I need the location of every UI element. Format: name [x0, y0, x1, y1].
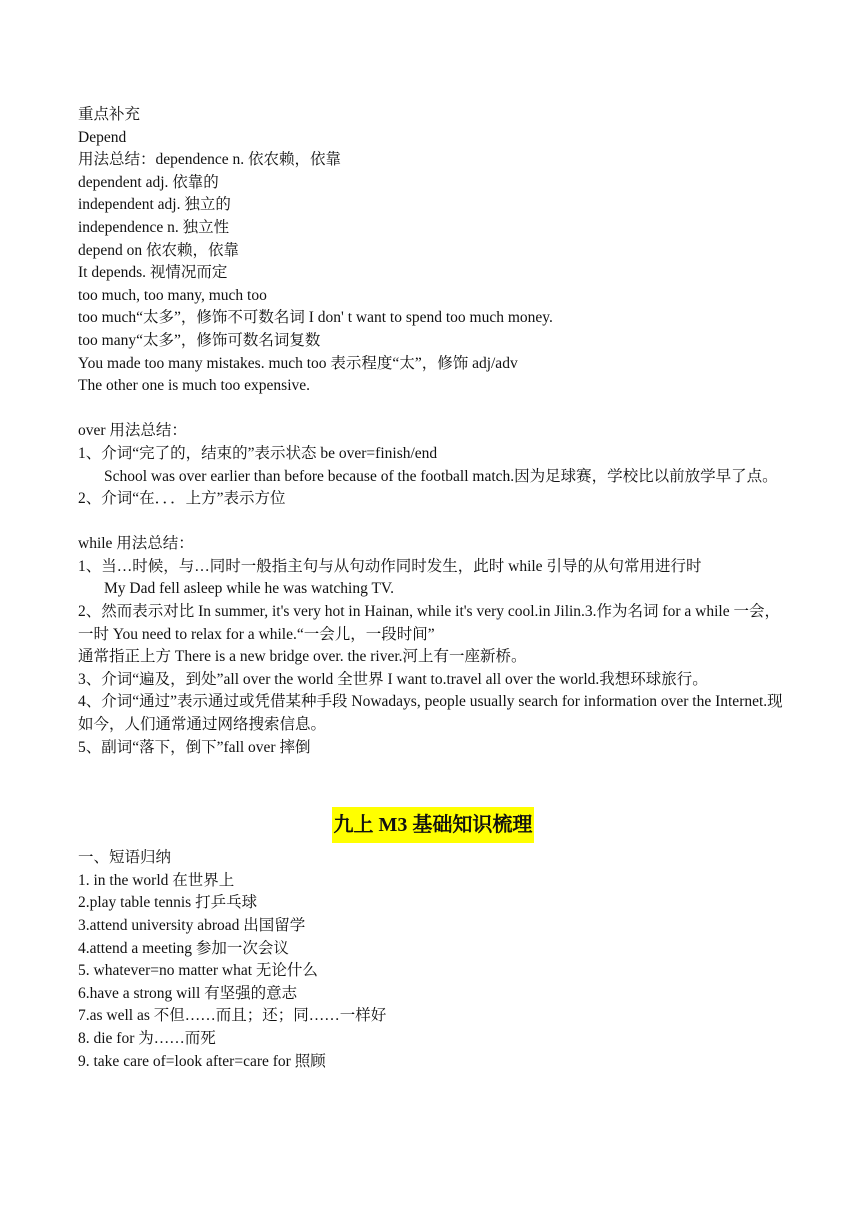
text-line: Depend: [78, 128, 127, 146]
list-item: 8. die for 为……而死: [78, 1029, 216, 1047]
list-item: 7.as well as 不但……而且；还；同……一样好: [78, 1007, 387, 1025]
list-item: 5、副词“落下，倒下”fall over 摔倒: [78, 738, 311, 756]
text-line: depend on 依农赖，依靠: [78, 241, 240, 259]
list-item: 2、介词“在．．．上方”表示方位: [78, 490, 286, 508]
title-block: [78, 807, 788, 843]
spacer: [78, 398, 788, 421]
section-heading: 一、短语归纳: [78, 849, 172, 867]
text-line: too much, too many, much too: [78, 286, 267, 304]
list-item: 1、当…时候，与…同时一般指主句与从句动作同时发生，此时 while 引导的从句常用进行时: [78, 557, 702, 575]
list-item: 2、然而表示对比 In summer, it's very hot in Hainan, while it's very cool.in Jilin.3.作为名词 for a while 一会，一时 You need to relax for a while.“一会儿，一段时间”: [78, 603, 780, 643]
text-line: 重点补充: [78, 106, 141, 123]
text-line: dependent adj. 依靠的: [78, 173, 219, 191]
list-item: 9. take care of=look after=care for 照顾: [78, 1052, 326, 1070]
section-phrases: [78, 847, 788, 1073]
section-depend: [78, 104, 788, 398]
text-line: It depends. 视情况而定: [78, 264, 228, 282]
list-item: 3.attend university abroad 出国留学: [78, 917, 306, 934]
text-line: The other one is much too expensive.: [78, 377, 311, 395]
section-heading: while 用法总结：: [78, 535, 194, 553]
list-item: 4.attend a meeting 参加一次会议: [78, 939, 289, 957]
spacer: [78, 511, 788, 534]
list-item: 2.play table tennis 打乒乓球: [78, 894, 258, 912]
list-item: 3、介词“遍及，到处”all over the world 全世界 I want to.travel all over the world.我想环球旅行。: [78, 670, 708, 688]
text-line: 用法总结：dependence n. 依农赖，依靠: [78, 151, 342, 169]
text-line: independent adj. 独立的: [78, 196, 231, 214]
list-item: 通常指正上方 There is a new bridge over. the river.河上有一座新桥。: [78, 648, 527, 666]
list-item: 1. in the world 在世界上: [78, 871, 235, 889]
list-item: 6.have a strong will 有坚强的意志: [78, 984, 298, 1002]
example-sentence: School was over earlier than before because of the football match.因为足球赛，学校比以前放学早了点。: [104, 467, 778, 485]
text-line: too much“太多”，修饰不可数名词 I don' t want to spend too much money.: [78, 309, 553, 327]
section-over: [78, 420, 788, 510]
section-heading: over 用法总结：: [78, 422, 187, 440]
section-while: [78, 533, 788, 759]
text-line: too many“太多”，修饰可数名词复数: [78, 331, 321, 349]
document-page: [78, 104, 788, 1073]
example-sentence: My Dad fell asleep while he was watching TV.: [104, 580, 394, 598]
text-line: You made too many mistakes. much too 表示程度“太”，修饰 adj/adv: [78, 354, 518, 372]
text-line: independence n. 独立性: [78, 218, 230, 236]
list-item: 4、介词“通过”表示通过或凭借某种手段 Nowadays, people usually search for information over the Internet.现如今，人们通常通过网络搜索信息。: [78, 693, 783, 734]
page-title: 九上 M3 基础知识梳理: [332, 807, 535, 843]
list-item: 1、介词“完了的，结束的”表示状态 be over=finish/end: [78, 444, 438, 462]
list-item: 5. whatever=no matter what 无论什么: [78, 962, 318, 980]
